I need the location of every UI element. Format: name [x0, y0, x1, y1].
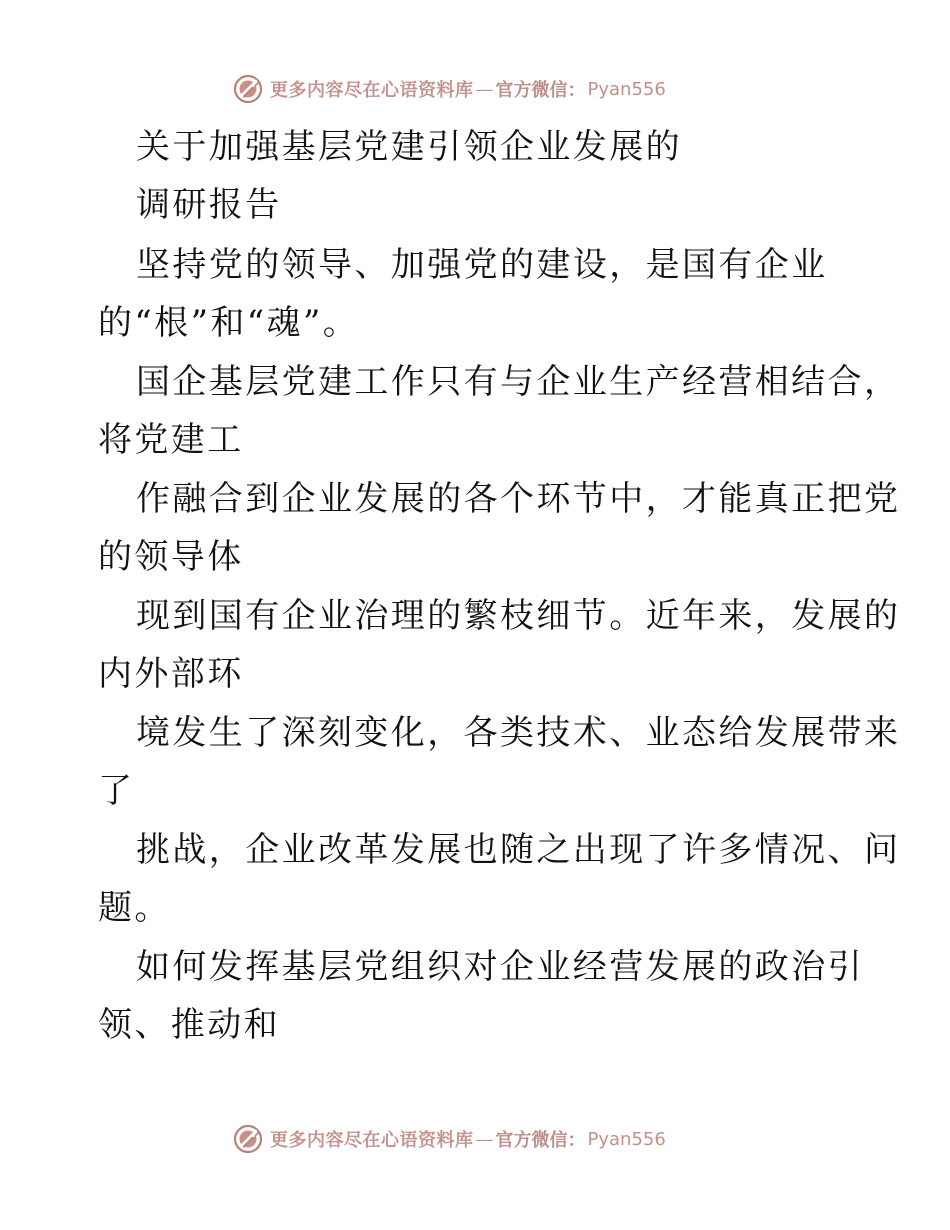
text-line: 将党建工: [98, 420, 244, 460]
text-line: 国企基层党建工作只有与企业生产经营相结合，: [136, 362, 901, 402]
watermark-wechat-label: 官方微信：: [495, 80, 586, 101]
watermark-wechat-id: Pyan556: [587, 78, 666, 100]
seal-logo-icon: [232, 1123, 264, 1155]
watermark-dash: —: [475, 78, 494, 100]
text-line: 挑战，企业改革发展也随之出现了许多情况、问: [136, 830, 901, 870]
watermark-text: 更多内容尽在心语资料库: [270, 1130, 474, 1151]
watermark-wechat-label: 官方微信：: [495, 1130, 586, 1151]
text-line: 现到国有企业治理的繁枝细节。近年来，发展的: [136, 596, 901, 636]
text-line: 了: [98, 771, 135, 811]
text-line: 境发生了深刻变化，各类技术、业态给发展带来: [136, 713, 901, 753]
title-line-2: 调研报告: [136, 185, 282, 225]
watermark-dash: —: [475, 1128, 494, 1150]
text-line: 作融合到企业发展的各个环节中，才能真正把党: [136, 479, 901, 519]
watermark-wechat-id: Pyan556: [587, 1128, 666, 1150]
seal-logo-icon: [232, 73, 264, 105]
title-line-1: 关于加强基层党建引领企业发展的: [136, 127, 682, 167]
text-line: 的“根”和“魂”。: [98, 303, 360, 343]
text-line: 题。: [98, 888, 171, 928]
text-line: 的领导体: [98, 537, 244, 577]
footer-watermark: [232, 1122, 666, 1156]
text-line: 如何发挥基层党组织对企业经营发展的政治引: [136, 947, 864, 987]
header-watermark: [232, 72, 666, 106]
text-line: 内外部环: [98, 654, 244, 694]
text-line: 领、推动和: [98, 1005, 280, 1045]
text-line: 坚持党的领导、加强党的建设，是国有企业: [136, 245, 828, 285]
watermark-text: 更多内容尽在心语资料库: [270, 80, 474, 101]
